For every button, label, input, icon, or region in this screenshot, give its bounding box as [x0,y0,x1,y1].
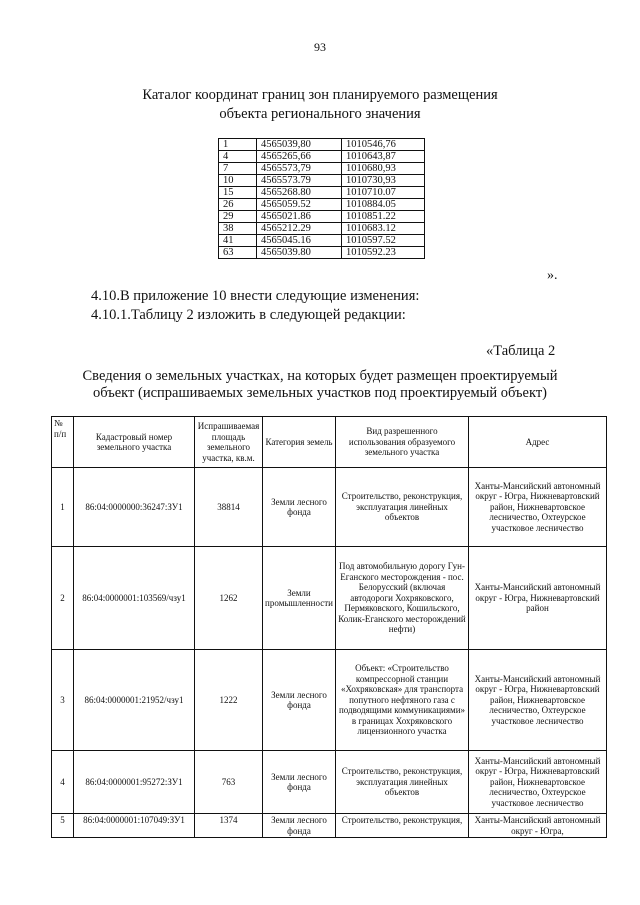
area: 1222 [195,650,263,751]
coordinate-x: 4565268.80 [257,187,342,199]
header-land-category: Категория земель [263,417,336,468]
table-row [219,199,425,211]
header-permitted-use: Вид разрешенного использования образуемого земельного участка [336,417,469,468]
point-number: 38 [219,223,257,235]
land-category: Земли промышленности [263,547,336,650]
table-row [219,175,425,187]
area: 1374 [195,814,263,838]
area: 1262 [195,547,263,650]
permitted-use: Строительство, реконструкция, эксплуатация линейных объектов [336,751,469,814]
table-row [52,468,607,547]
row-number: 1 [52,468,74,547]
point-number: 7 [219,163,257,175]
land-plots-title-line-1: Сведения о земельных участках, на которых будет размещен проектируемый [82,368,558,384]
point-number: 63 [219,247,257,259]
point-number: 26 [219,199,257,211]
address: Ханты-Мансийский автономный округ - Югра, Нижневартовский район, Нижневартовское лесничество, Охтеурское участковое лесничество [469,650,607,751]
cadastral-number: 86:04:0000000:36247:ЗУ1 [74,468,195,547]
table-row [219,235,425,247]
page-number: 93 [314,40,326,54]
land-category: Земли лесного фонда [263,814,336,838]
area: 38814 [195,468,263,547]
cadastral-number: 86:04:0000001:103569/чзу1 [74,547,195,650]
permitted-use: Объект: «Строительство компрессорной станции «Хохряковская» для транспорта попутного нефтяного газа с подводящими коммуникациями» в границах Хохряковского лицензионного участка [336,650,469,751]
row-number: 3 [52,650,74,751]
coordinate-x: 4565039.80 [257,247,342,259]
cadastral-number: 86:04:0000001:21952/чзу1 [74,650,195,751]
table-row [219,247,425,259]
coordinate-y: 1010592.23 [342,247,425,259]
row-number: 2 [52,547,74,650]
row-number: 5 [52,814,74,838]
point-number: 41 [219,235,257,247]
address: Ханты-Мансийский автономный округ - Югра, Нижневартовский район [469,547,607,650]
point-number: 1 [219,139,257,151]
land-category: Земли лесного фонда [263,468,336,547]
coordinate-y: 1010884.05 [342,199,425,211]
land-plots-title-line-2: объект (испрашиваемых земельных участков под проектируемый объект) [92,385,547,401]
coordinate-x: 4565573,79 [257,163,342,175]
land-plots-table [51,416,607,838]
table-label: «Таблица 2 [486,343,556,359]
coordinate-y: 1010851.22 [342,211,425,223]
coordinate-x: 4565021.86 [257,211,342,223]
coordinate-y: 1010680,93 [342,163,425,175]
coordinate-y: 1010710.07 [342,187,425,199]
address: Ханты-Мансийский автономный округ - Югра, Нижневартовский район, Нижневартовское лесничество, Охтеурское участковое лесничество [469,751,607,814]
coordinate-x: 4565045.16 [257,235,342,247]
catalog-title-line-2: объекта регионального значения [219,106,421,122]
cadastral-number: 86:04:0000001:95272:ЗУ1 [74,751,195,814]
catalog-title-line-1: Каталог координат границ зон планируемого размещения [142,87,498,103]
table-row [52,650,607,751]
closing-quote: ». [547,268,558,283]
coordinate-x: 4565573.79 [257,175,342,187]
table-row [219,139,425,151]
table-row [52,814,607,838]
coordinate-y: 1010597.52 [342,235,425,247]
coordinate-x: 4565039,80 [257,139,342,151]
address: Ханты-Мансийский автономный округ - Югра, Нижневартовский район, Нижневартовское лесничество, Охтеурское участковое лесничество [469,468,607,547]
cadastral-number: 86:04:0000001:107049:ЗУ1 [74,814,195,838]
header-address: Адрес [469,417,607,468]
coordinate-y: 1010683.12 [342,223,425,235]
coordinate-y: 1010643,87 [342,151,425,163]
row-number: 4 [52,751,74,814]
coordinate-x: 4565265,66 [257,151,342,163]
coordinate-x: 4565212.29 [257,223,342,235]
point-number: 29 [219,211,257,223]
coordinate-y: 1010730,93 [342,175,425,187]
table-row [52,751,607,814]
header-area: Испрашиваемая площадь земельного участка, кв.м. [195,417,263,468]
permitted-use: Под автомобильную дорогу Гун-Еганского месторождения - пос. Белорусский (включая автодороги Хохряковского, Пермяковского, Кошильского, Колик-Еганского месторождений нефти) [336,547,469,650]
table-row [219,223,425,235]
address: Ханты-Мансийский автономный округ - Югра, [469,814,607,838]
permitted-use: Строительство, реконструкция, эксплуатация линейных объектов [336,468,469,547]
area: 763 [195,751,263,814]
table-row [52,547,607,650]
paragraph-4-10-1: 4.10.1.Таблицу 2 изложить в следующей редакции: [91,307,406,323]
catalog-title [0,86,640,124]
coordinate-x: 4565059.52 [257,199,342,211]
land-category: Земли лесного фонда [263,751,336,814]
paragraph-4-10: 4.10.В приложение 10 внести следующие изменения: [91,288,420,304]
permitted-use: Строительство, реконструкция, [336,814,469,838]
table-row [219,151,425,163]
point-number: 15 [219,187,257,199]
table-row [219,163,425,175]
land-plots-title [0,368,640,402]
point-number: 10 [219,175,257,187]
table-row [219,187,425,199]
header-number: № п/п [52,417,74,468]
coordinate-y: 1010546,76 [342,139,425,151]
table-row [219,211,425,223]
land-category: Земли лесного фонда [263,650,336,751]
coordinates-table [218,138,425,259]
header-cadastral-number: Кадастровый номер земельного участка [74,417,195,468]
table-header-row [52,417,607,468]
point-number: 4 [219,151,257,163]
